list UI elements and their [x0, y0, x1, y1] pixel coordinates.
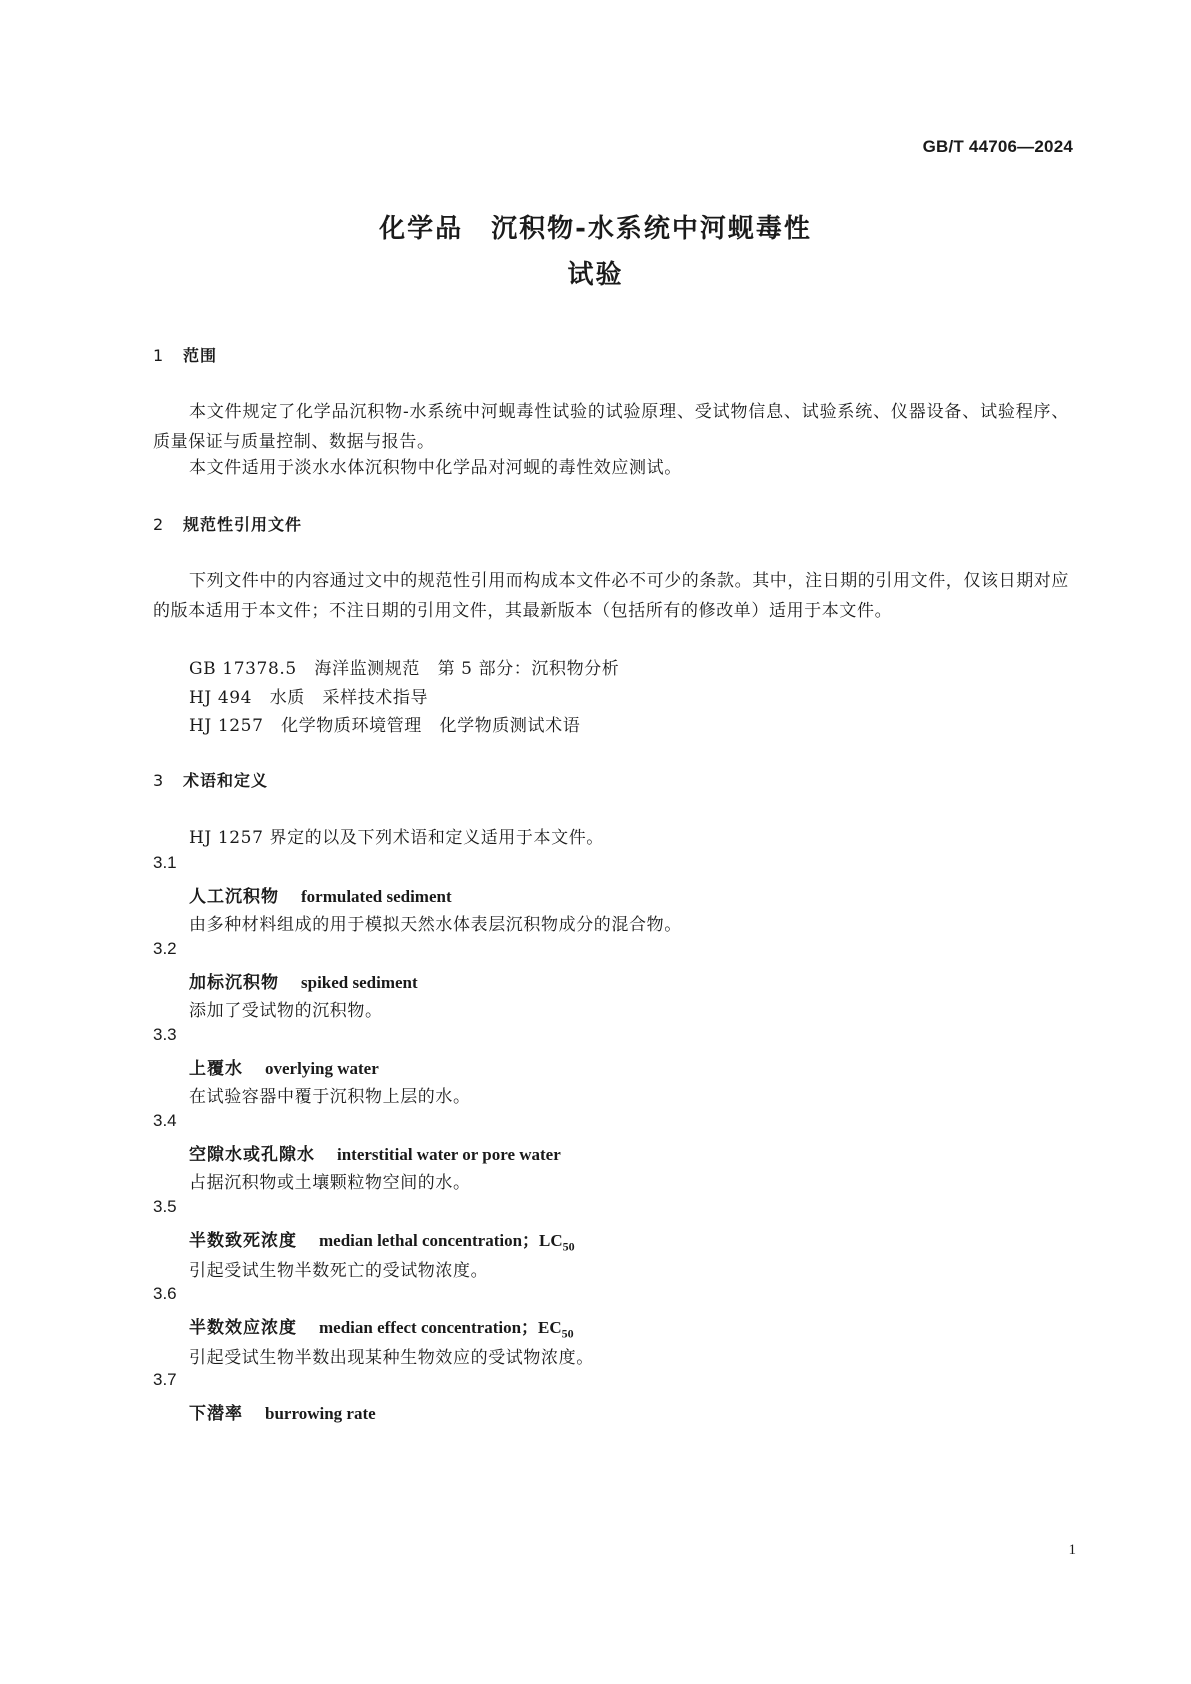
term-chinese: 加标沉积物 — [189, 973, 279, 993]
term-heading — [189, 882, 452, 907]
reference-item: HJ 1257 化学物质环境管理 化学物质测试术语 — [189, 716, 581, 736]
term-definition: 由多种材料组成的用于模拟天然水体表层沉积物成分的混合物。 — [189, 915, 682, 935]
term-english: formulated sediment — [301, 887, 452, 906]
section-1-paragraph-1: 本文件规定了化学品沉积物-水系统中河蚬毒性试验的试验原理、受试物信息、试验系统、仪器设备、试验程序、质量保证与质量控制、数据与报告。 — [153, 402, 1069, 452]
term-english — [319, 1231, 575, 1254]
reference-item: GB 17378.5 海洋监测规范 第 5 部分：沉积物分析 — [189, 659, 620, 679]
term-english: interstitial water or pore water — [337, 1145, 561, 1164]
section-3-intro: HJ 1257 界定的以及下列术语和定义适用于本文件。 — [189, 828, 604, 848]
term-english: overlying water — [265, 1059, 379, 1078]
document-title-line-1: 化学品 沉积物-水系统中河蚬毒性 — [379, 214, 812, 244]
term-definition: 引起受试生物半数死亡的受试物浓度。 — [189, 1261, 489, 1281]
term-definition: 在试验容器中覆于沉积物上层的水。 — [189, 1087, 471, 1107]
section-title: 术语和定义 — [183, 771, 269, 790]
term-chinese: 上覆水 — [189, 1059, 243, 1079]
term-chinese: 空隙水或孔隙水 — [189, 1145, 315, 1165]
term-number: 3.1 — [153, 853, 177, 872]
term-english-text: median lethal concentration；LC — [319, 1231, 563, 1250]
term-chinese: 半数效应浓度 — [189, 1318, 297, 1338]
term-english-text: median effect concentration；EC — [319, 1318, 562, 1337]
document-title-line-2: 试验 — [567, 260, 624, 290]
term-heading — [189, 1313, 574, 1341]
term-english — [319, 1318, 574, 1341]
standard-code: GB/T 44706—2024 — [922, 137, 1073, 156]
term-chinese: 人工沉积物 — [189, 887, 279, 907]
term-english: burrowing rate — [265, 1404, 376, 1423]
section-1-paragraph-2: 本文件适用于淡水水体沉积物中化学品对河蚬的毒性效应测试。 — [189, 458, 682, 478]
section-2-heading — [153, 512, 302, 535]
term-chinese: 半数致死浓度 — [189, 1231, 297, 1251]
section-title: 规范性引用文件 — [183, 515, 303, 534]
section-number: 2 — [153, 515, 165, 534]
term-number: 3.5 — [153, 1197, 177, 1216]
term-heading — [189, 1140, 561, 1165]
section-number: 3 — [153, 771, 165, 790]
term-heading — [189, 1399, 376, 1424]
term-number: 3.2 — [153, 939, 177, 958]
page-number: 1 — [1068, 1542, 1076, 1558]
term-subscript: 50 — [562, 1239, 575, 1254]
term-number: 3.3 — [153, 1025, 177, 1044]
section-number: 1 — [153, 346, 165, 365]
section-3-heading — [153, 768, 268, 791]
term-number: 3.7 — [153, 1370, 177, 1389]
term-heading — [189, 968, 418, 993]
term-definition: 引起受试生物半数出现某种生物效应的受试物浓度。 — [189, 1348, 594, 1368]
term-subscript: 50 — [561, 1326, 574, 1341]
term-heading — [189, 1226, 575, 1254]
term-definition: 占据沉积物或土壤颗粒物空间的水。 — [189, 1173, 471, 1193]
term-number: 3.6 — [153, 1284, 177, 1303]
term-definition: 添加了受试物的沉积物。 — [189, 1001, 383, 1021]
term-english: spiked sediment — [301, 973, 418, 992]
term-chinese: 下潜率 — [189, 1404, 243, 1424]
section-title: 范围 — [183, 346, 218, 365]
term-heading — [189, 1054, 379, 1079]
section-2-paragraph: 下列文件中的内容通过文中的规范性引用而构成本文件必不可少的条款。其中，注日期的引用文件，仅该日期对应的版本适用于本文件；不注日期的引用文件，其最新版本（包括所有的修改单）适用于本文件。 — [153, 571, 1069, 621]
term-number: 3.4 — [153, 1111, 177, 1130]
section-1-heading — [153, 343, 217, 366]
reference-item: HJ 494 水质 采样技术指导 — [189, 688, 429, 708]
